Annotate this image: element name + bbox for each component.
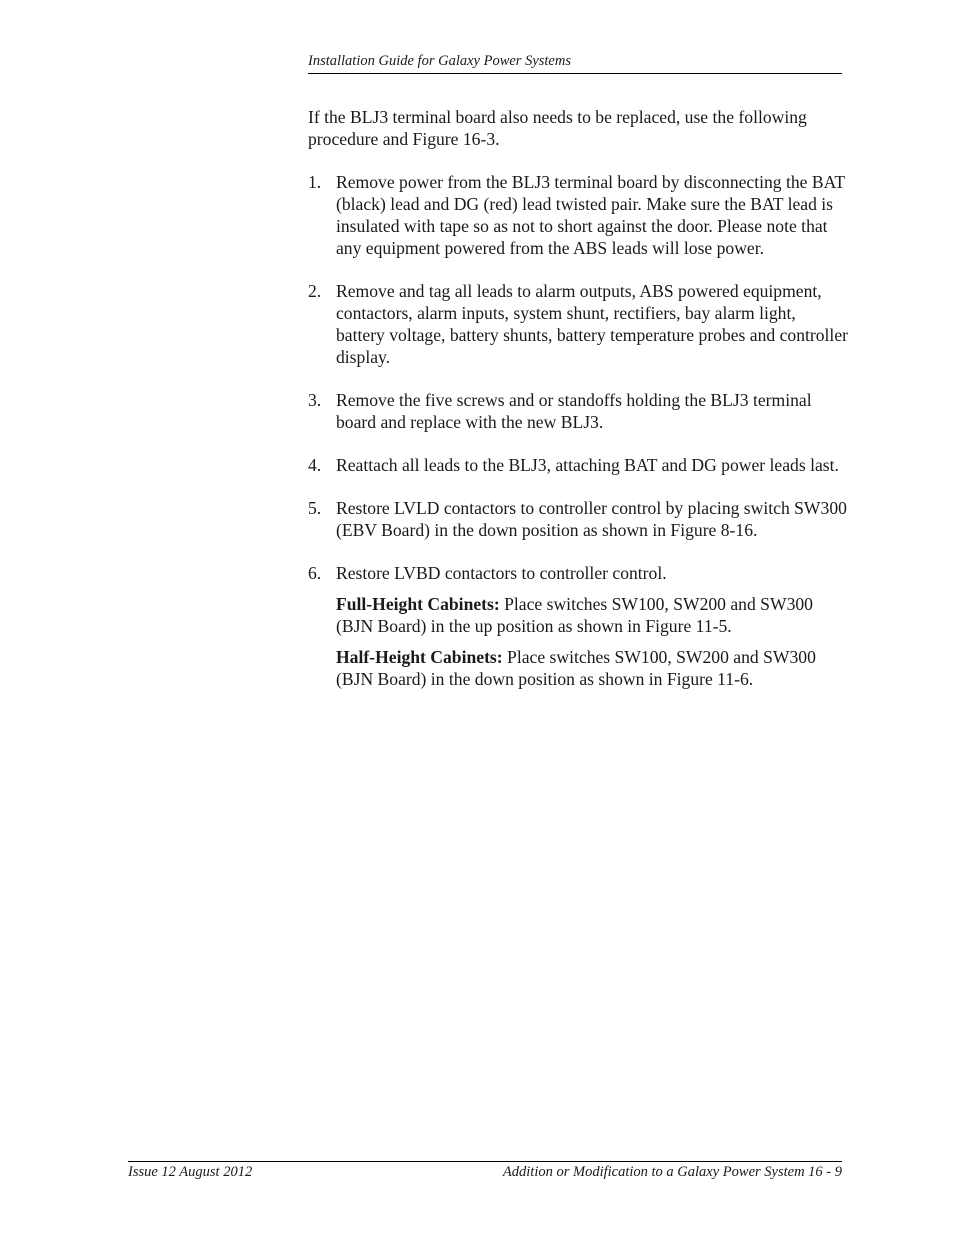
full-height-cabinets-paragraph (336, 593, 848, 637)
step-number: 2. (308, 281, 322, 301)
list-item (308, 171, 848, 259)
step-number: 4. (308, 455, 322, 475)
list-item (308, 454, 848, 476)
list-item (308, 562, 848, 690)
step-text: Restore LVBD contactors to controller control. (336, 563, 667, 583)
full-height-cabinets-text: Place switches SW100, SW200 and SW300 (BJN Board) in the up position as shown in Figure 11-5. (336, 594, 813, 636)
main-content (308, 106, 848, 711)
running-footer (128, 1161, 842, 1180)
half-height-cabinets-text: Place switches SW100, SW200 and SW300 (BJN Board) in the down position as shown in Figure 11-6. (336, 647, 816, 689)
step-text: Remove and tag all leads to alarm outputs, ABS powered equipment, contactors, alarm inputs, system shunt, rectifiers, bay alarm light, battery voltage, battery shunts, battery temperature probes and controller display. (336, 281, 848, 367)
step-text: Remove the five screws and or standoffs holding the BLJ3 terminal board and replace with the new BLJ3. (336, 390, 812, 432)
step-number: 5. (308, 498, 322, 518)
footer-issue-date: Issue 12 August 2012 (128, 1164, 253, 1180)
header-title: Installation Guide for Galaxy Power Systems (308, 53, 571, 69)
list-item (308, 280, 848, 368)
procedure-list (308, 171, 848, 690)
intro-paragraph: If the BLJ3 terminal board also needs to be replaced, use the following procedure and Figure 16-3. (308, 107, 807, 149)
list-item (308, 389, 848, 433)
step-number: 1. (308, 172, 322, 192)
footer-section-page: Addition or Modification to a Galaxy Power System 16 - 9 (502, 1164, 842, 1180)
step-number: 6. (308, 563, 322, 583)
half-height-cabinets-paragraph (336, 646, 848, 690)
step-text: Restore LVLD contactors to controller control by placing switch SW300 (EBV Board) in the down position as shown in Figure 8-16. (336, 498, 847, 540)
step-text: Remove power from the BLJ3 terminal board by disconnecting the BAT (black) lead and DG (red) lead twisted pair. Make sure the BAT lead is insulated with tape so as not to short against the door. Please note that any equipment powered from the ABS leads will lose power. (336, 172, 845, 258)
step-number: 3. (308, 390, 322, 410)
step-text: Reattach all leads to the BLJ3, attaching BAT and DG power leads last. (336, 455, 839, 475)
full-height-cabinets-label: Full-Height Cabinets: (336, 594, 500, 614)
running-header (308, 51, 842, 74)
list-item (308, 497, 848, 541)
half-height-cabinets-label: Half-Height Cabinets: (336, 647, 503, 667)
